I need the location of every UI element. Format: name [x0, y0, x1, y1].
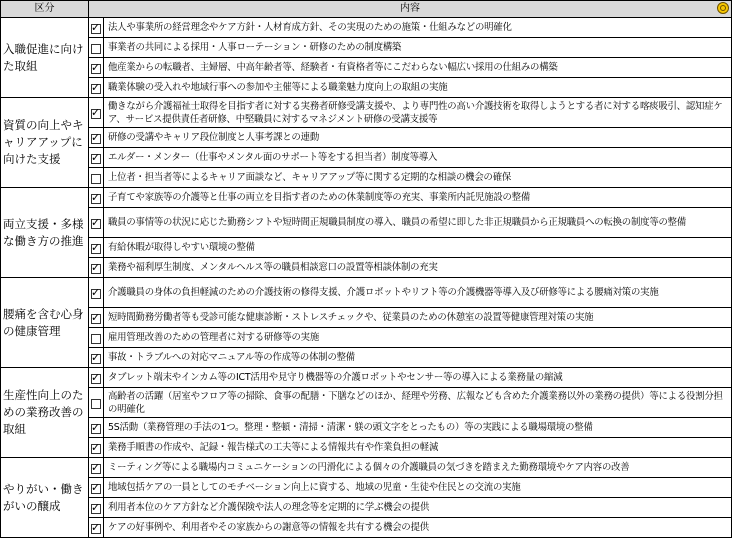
check-mark-icon: ✓ [91, 130, 101, 144]
table-row [1, 128, 732, 148]
item-text: 利用者本位のケア方針など介護保険や法人の理念等を定期的に学ぶ機会の提供 [104, 498, 732, 518]
check-mark-icon: ✓ [91, 460, 101, 474]
check-mark-icon: ✓ [91, 310, 101, 324]
check-mark-icon: ✓ [91, 60, 101, 74]
item-checkbox[interactable] [91, 190, 101, 204]
check-mark-icon: ✓ [91, 285, 101, 299]
item-text: 5S活動（業務管理の手法の1つ。整理・整頓・清掃・清潔・躾の頭文字をとったもの）等の実践による職場環境の整備 [104, 418, 732, 438]
category-cell: 両立支援・多様な働き方の推進 [1, 188, 89, 278]
item-checkbox[interactable] [91, 240, 101, 254]
item-text: 高齢者の活躍（居室やフロア等の掃除、食事の配膳・下膳などのほか、経理や労務、広報なども含めた介護業務以外の業務の提供）等による役割分担の明確化 [104, 388, 732, 418]
category-cell: 資質の向上やキャリアアップに向けた支援 [1, 98, 89, 188]
table-row [1, 368, 732, 388]
check-mark-icon: ✓ [91, 190, 101, 204]
item-text: タブレット端末やインカム等のICT活用や見守り機器等の介護ロボットやセンサー等の導入による業務量の縮減 [104, 368, 732, 388]
item-text: ケアの好事例や、利用者やその家族からの謝意等の情報を共有する機会の提供 [104, 518, 732, 538]
item-text: 雇用管理改善のための管理者に対する研修等の実施 [104, 328, 732, 348]
item-checkbox[interactable] [91, 60, 101, 74]
check-mark-icon: ✓ [91, 440, 101, 454]
item-checkbox[interactable] [91, 420, 101, 434]
category-column-header: 区分 [1, 1, 89, 18]
item-checkbox[interactable] [91, 334, 101, 344]
item-checkbox[interactable] [91, 150, 101, 164]
table-row [1, 258, 732, 278]
item-text: 法人や事業所の経営理念やケア方針・人材育成方針、その実現のための施策・仕組みなどの明確化 [104, 18, 732, 38]
item-text: 子育てや家族等の介護等と仕事の両立を目指す者のための休業制度等の充実、事業所内託児施設の整備 [104, 188, 732, 208]
table-row [1, 458, 732, 478]
item-checkbox[interactable] [91, 260, 101, 274]
item-text: 短時間勤務労働者等も受診可能な健康診断・ストレスチェックや、従業員のための休憩室の設置等健康管理対策の実施 [104, 308, 732, 328]
content-column-header [89, 1, 732, 18]
item-checkbox[interactable] [91, 370, 101, 384]
item-text: 介護職員の身体の負担軽減のための介護技術の修得支援、介護ロボットやリフト等の介護機器等導入及び研修等による腰痛対策の実施 [104, 278, 732, 308]
item-text: 事故・トラブルへの対応マニュアル等の作成等の体制の整備 [104, 348, 732, 368]
item-checkbox[interactable] [91, 399, 101, 409]
check-mark-icon: ✓ [91, 20, 101, 34]
check-mark-icon: ✓ [91, 500, 101, 514]
item-text: 有給休暇が取得しやすい環境の整備 [104, 238, 732, 258]
item-checkbox[interactable] [91, 310, 101, 324]
circle-option-button[interactable] [717, 2, 729, 14]
item-checkbox[interactable] [91, 20, 101, 34]
check-mark-icon: ✓ [91, 370, 101, 384]
item-text: 業務手順書の作成や、記録・報告様式の工夫等による情報共有や作業負担の軽減 [104, 438, 732, 458]
table-row [1, 418, 732, 438]
item-checkbox[interactable] [91, 80, 101, 94]
table-row [1, 38, 732, 58]
table-row [1, 328, 732, 348]
item-text: ミーティング等による職場内コミュニケーションの円滑化による個々の介護職員の気づきを踏まえた勤務環境やケア内容の改善 [104, 458, 732, 478]
table-row [1, 18, 732, 38]
table-row [1, 78, 732, 98]
table-row [1, 478, 732, 498]
table-row [1, 238, 732, 258]
item-checkbox[interactable] [91, 480, 101, 494]
item-checkbox[interactable] [91, 215, 101, 229]
check-mark-icon: ✓ [91, 105, 101, 119]
check-mark-icon: ✓ [91, 215, 101, 229]
item-checkbox[interactable] [91, 440, 101, 454]
check-mark-icon: ✓ [91, 240, 101, 254]
table-row [1, 58, 732, 78]
check-mark-icon: ✓ [91, 260, 101, 274]
category-cell: 生産性向上のための業務改善の取組 [1, 368, 89, 458]
item-checkbox[interactable] [91, 500, 101, 514]
item-checkbox[interactable] [91, 130, 101, 144]
check-mark-icon: ✓ [91, 520, 101, 534]
table-row [1, 278, 732, 308]
item-text: 事業者の共同による採用・人事ローテーション・研修のための制度構築 [104, 38, 732, 58]
measures-body [1, 18, 732, 538]
table-row [1, 498, 732, 518]
item-checkbox[interactable] [91, 520, 101, 534]
item-text: 職員の事情等の状況に応じた勤務シフトや短時間正規職員制度の導入、職員の希望に即した非正規職員から正規職員への転換の制度等の整備 [104, 208, 732, 238]
item-checkbox[interactable] [91, 105, 101, 119]
item-checkbox[interactable] [91, 44, 101, 54]
item-text: 地域包括ケアの一員としてのモチベーション向上に資する、地域の児童・生徒や住民との交流の実施 [104, 478, 732, 498]
category-cell: やりがい・働きがいの醸成 [1, 458, 89, 538]
table-row [1, 188, 732, 208]
check-mark-icon: ✓ [91, 420, 101, 434]
content-header-label: 内容 [400, 3, 420, 14]
check-mark-icon: ✓ [91, 80, 101, 94]
item-checkbox[interactable] [91, 174, 101, 184]
table-row [1, 308, 732, 328]
table-row [1, 388, 732, 418]
table-row [1, 168, 732, 188]
item-text: 業務や福利厚生制度、メンタルヘルス等の職員相談窓口の設置等相談体制の充実 [104, 258, 732, 278]
item-checkbox[interactable] [91, 285, 101, 299]
check-mark-icon: ✓ [91, 350, 101, 364]
table-row [1, 518, 732, 538]
item-text: 働きながら介護福祉士取得を目指す者に対する実務者研修受講支援や、より専門性の高い介護技術を取得しようとする者に対する喀痰吸引、認知症ケア、サービス提供責任者研修、中堅職員に対するマネジメント研修の受講支援等 [104, 98, 732, 128]
item-text: 研修の受講やキャリア段位制度と人事考課との連動 [104, 128, 732, 148]
table-row [1, 208, 732, 238]
table-row [1, 148, 732, 168]
item-checkbox[interactable] [91, 350, 101, 364]
item-text: 職業体験の受入れや地域行事への参加や主催等による職業魅力度向上の取組の実施 [104, 78, 732, 98]
category-cell: 入職促進に向けた取組 [1, 18, 89, 98]
table-row [1, 348, 732, 368]
table-row [1, 438, 732, 458]
item-text: 上位者・担当者等によるキャリア面談など、キャリアアップ等に関する定期的な相談の機会の確保 [104, 168, 732, 188]
check-mark-icon: ✓ [91, 480, 101, 494]
category-cell: 腰痛を含む心身の健康管理 [1, 278, 89, 368]
table-row [1, 98, 732, 128]
check-mark-icon: ✓ [91, 150, 101, 164]
item-text: エルダー・メンター（仕事やメンタル面のサポート等をする担当者）制度等導入 [104, 148, 732, 168]
item-checkbox[interactable] [91, 460, 101, 474]
item-text: 他産業からの転職者、主婦層、中高年齢者等、経験者・有資格者等にこだわらない幅広い採用の仕組みの構築 [104, 58, 732, 78]
